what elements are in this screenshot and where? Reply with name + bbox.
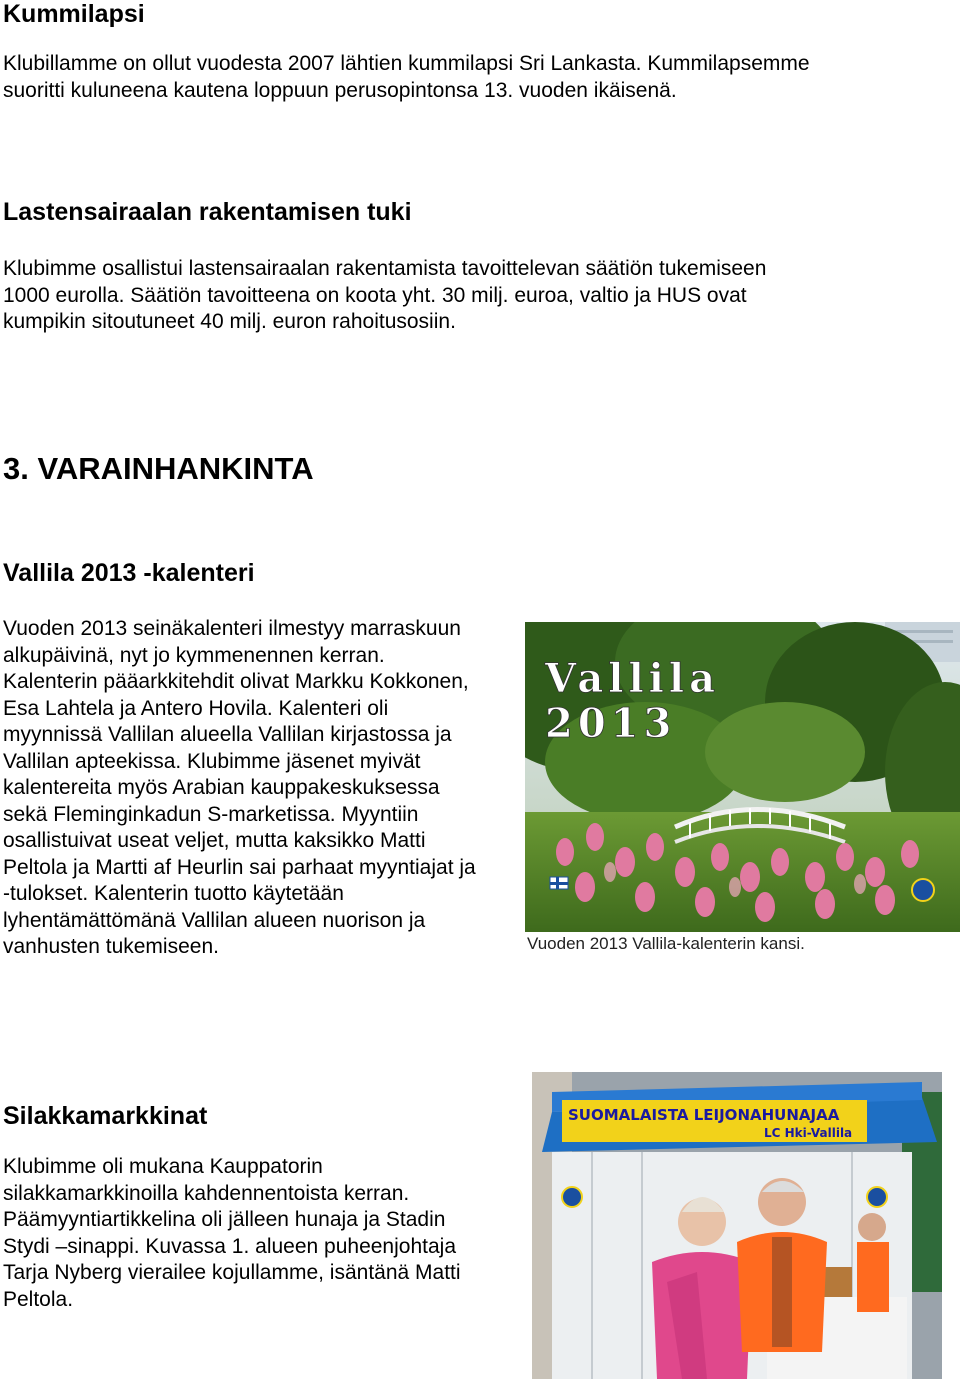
heading-kummilapsi: Kummilapsi — [3, 0, 145, 28]
paragraph-kummilapsi — [3, 51, 953, 104]
text-line: Päämyyntiartikkelina oli jälleen hunaja ja Stadin — [3, 1208, 446, 1231]
heading-silakkamarkkinat: Silakkamarkkinat — [3, 1102, 208, 1130]
heading-varainhankinta: 3. VARAINHANKINTA — [3, 451, 314, 486]
heading-kalenteri: Vallila 2013 -kalenteri — [3, 559, 255, 587]
text-line: silakkamarkkinoilla kahdennentoista kerran. — [3, 1181, 410, 1205]
calendar-cover-caption: Vuoden 2013 Vallila-kalenterin kansi. — [527, 934, 805, 953]
calendar-cover-photo — [525, 622, 960, 932]
paragraph-kalenteri — [3, 616, 523, 961]
calendar-cover-title: Vallila — [545, 655, 720, 702]
text-line: Tarja Nyberg vierailee kojullamme, isäntänä Matti — [3, 1261, 461, 1284]
text-line: alkupäivinä, nyt jo kymmenennen kerran. — [3, 643, 385, 667]
text-line: kalentereita myös Arabian kauppakeskuksessa — [3, 776, 440, 799]
text-line: 1000 eurolla. Säätiön tavoitteena on koota yht. 30 milj. euroa, valtio ja HUS ovat — [3, 283, 747, 307]
text-line: lyhentämättömänä Vallilan alueen nuorison ja — [3, 908, 426, 932]
text-line: Vuoden 2013 seinäkalenteri ilmestyy marraskuun — [3, 617, 461, 640]
text-line: Stydi –sinappi. Kuvassa 1. alueen puheenjohtaja — [3, 1234, 456, 1258]
text-line: sekä Fleminginkadun S-marketissa. Myyntiin — [3, 802, 419, 826]
text-line: Kalenterin pääarkkitehdit olivat Markku Kokkonen, — [3, 670, 469, 693]
banner-text-club: LC Hki-Vallila — [764, 1126, 853, 1140]
text-line: Klubimme oli mukana Kauppatorin — [3, 1155, 323, 1178]
text-line: kumpikin sitoutuneet 40 milj. euron rahoitusosiin. — [3, 310, 456, 333]
text-line: Klubimme osallistui lastensairaalan rakentamista tavoittelevan säätiön tukemiseen — [3, 257, 767, 280]
market-stall-photo — [532, 1072, 942, 1379]
text-line: suoritti kuluneena kautena loppuun perusopintonsa 13. vuoden ikäisenä. — [3, 78, 677, 102]
text-line: vanhusten tukemiseen. — [3, 935, 219, 958]
text-line: Peltola. — [3, 1287, 74, 1311]
text-line: osallistuivat useat veljet, mutta kaksikko Matti — [3, 829, 426, 852]
calendar-cover-illustration — [525, 622, 960, 932]
text-line: myynnissä Vallilan alueella Vallilan kirjastossa ja — [3, 723, 452, 746]
banner-text-main: SUOMALAISTA LEIJONAHUNAJAA — [568, 1106, 840, 1124]
text-line: Peltola ja Martti af Heurlin sai parhaat myyntiajat ja — [3, 855, 476, 879]
text-line: -tulokset. Kalenterin tuotto käytetään — [3, 882, 344, 905]
calendar-cover-year: 2013 — [545, 700, 677, 747]
text-line: Klubillamme on ollut vuodesta 2007 lähtien kummilapsi Sri Lankasta. Kummilapsemme — [3, 52, 810, 75]
heading-lastensairaala: Lastensairaalan rakentamisen tuki — [3, 198, 412, 226]
text-line: Esa Lahtela ja Antero Hovila. Kalenteri oli — [3, 696, 389, 720]
paragraph-silakkamarkkinat — [3, 1154, 523, 1313]
paragraph-lastensairaala — [3, 256, 953, 336]
market-stall-illustration — [532, 1072, 942, 1379]
text-line: Vallilan apteekissa. Klubimme jäsenet myivät — [3, 749, 421, 773]
